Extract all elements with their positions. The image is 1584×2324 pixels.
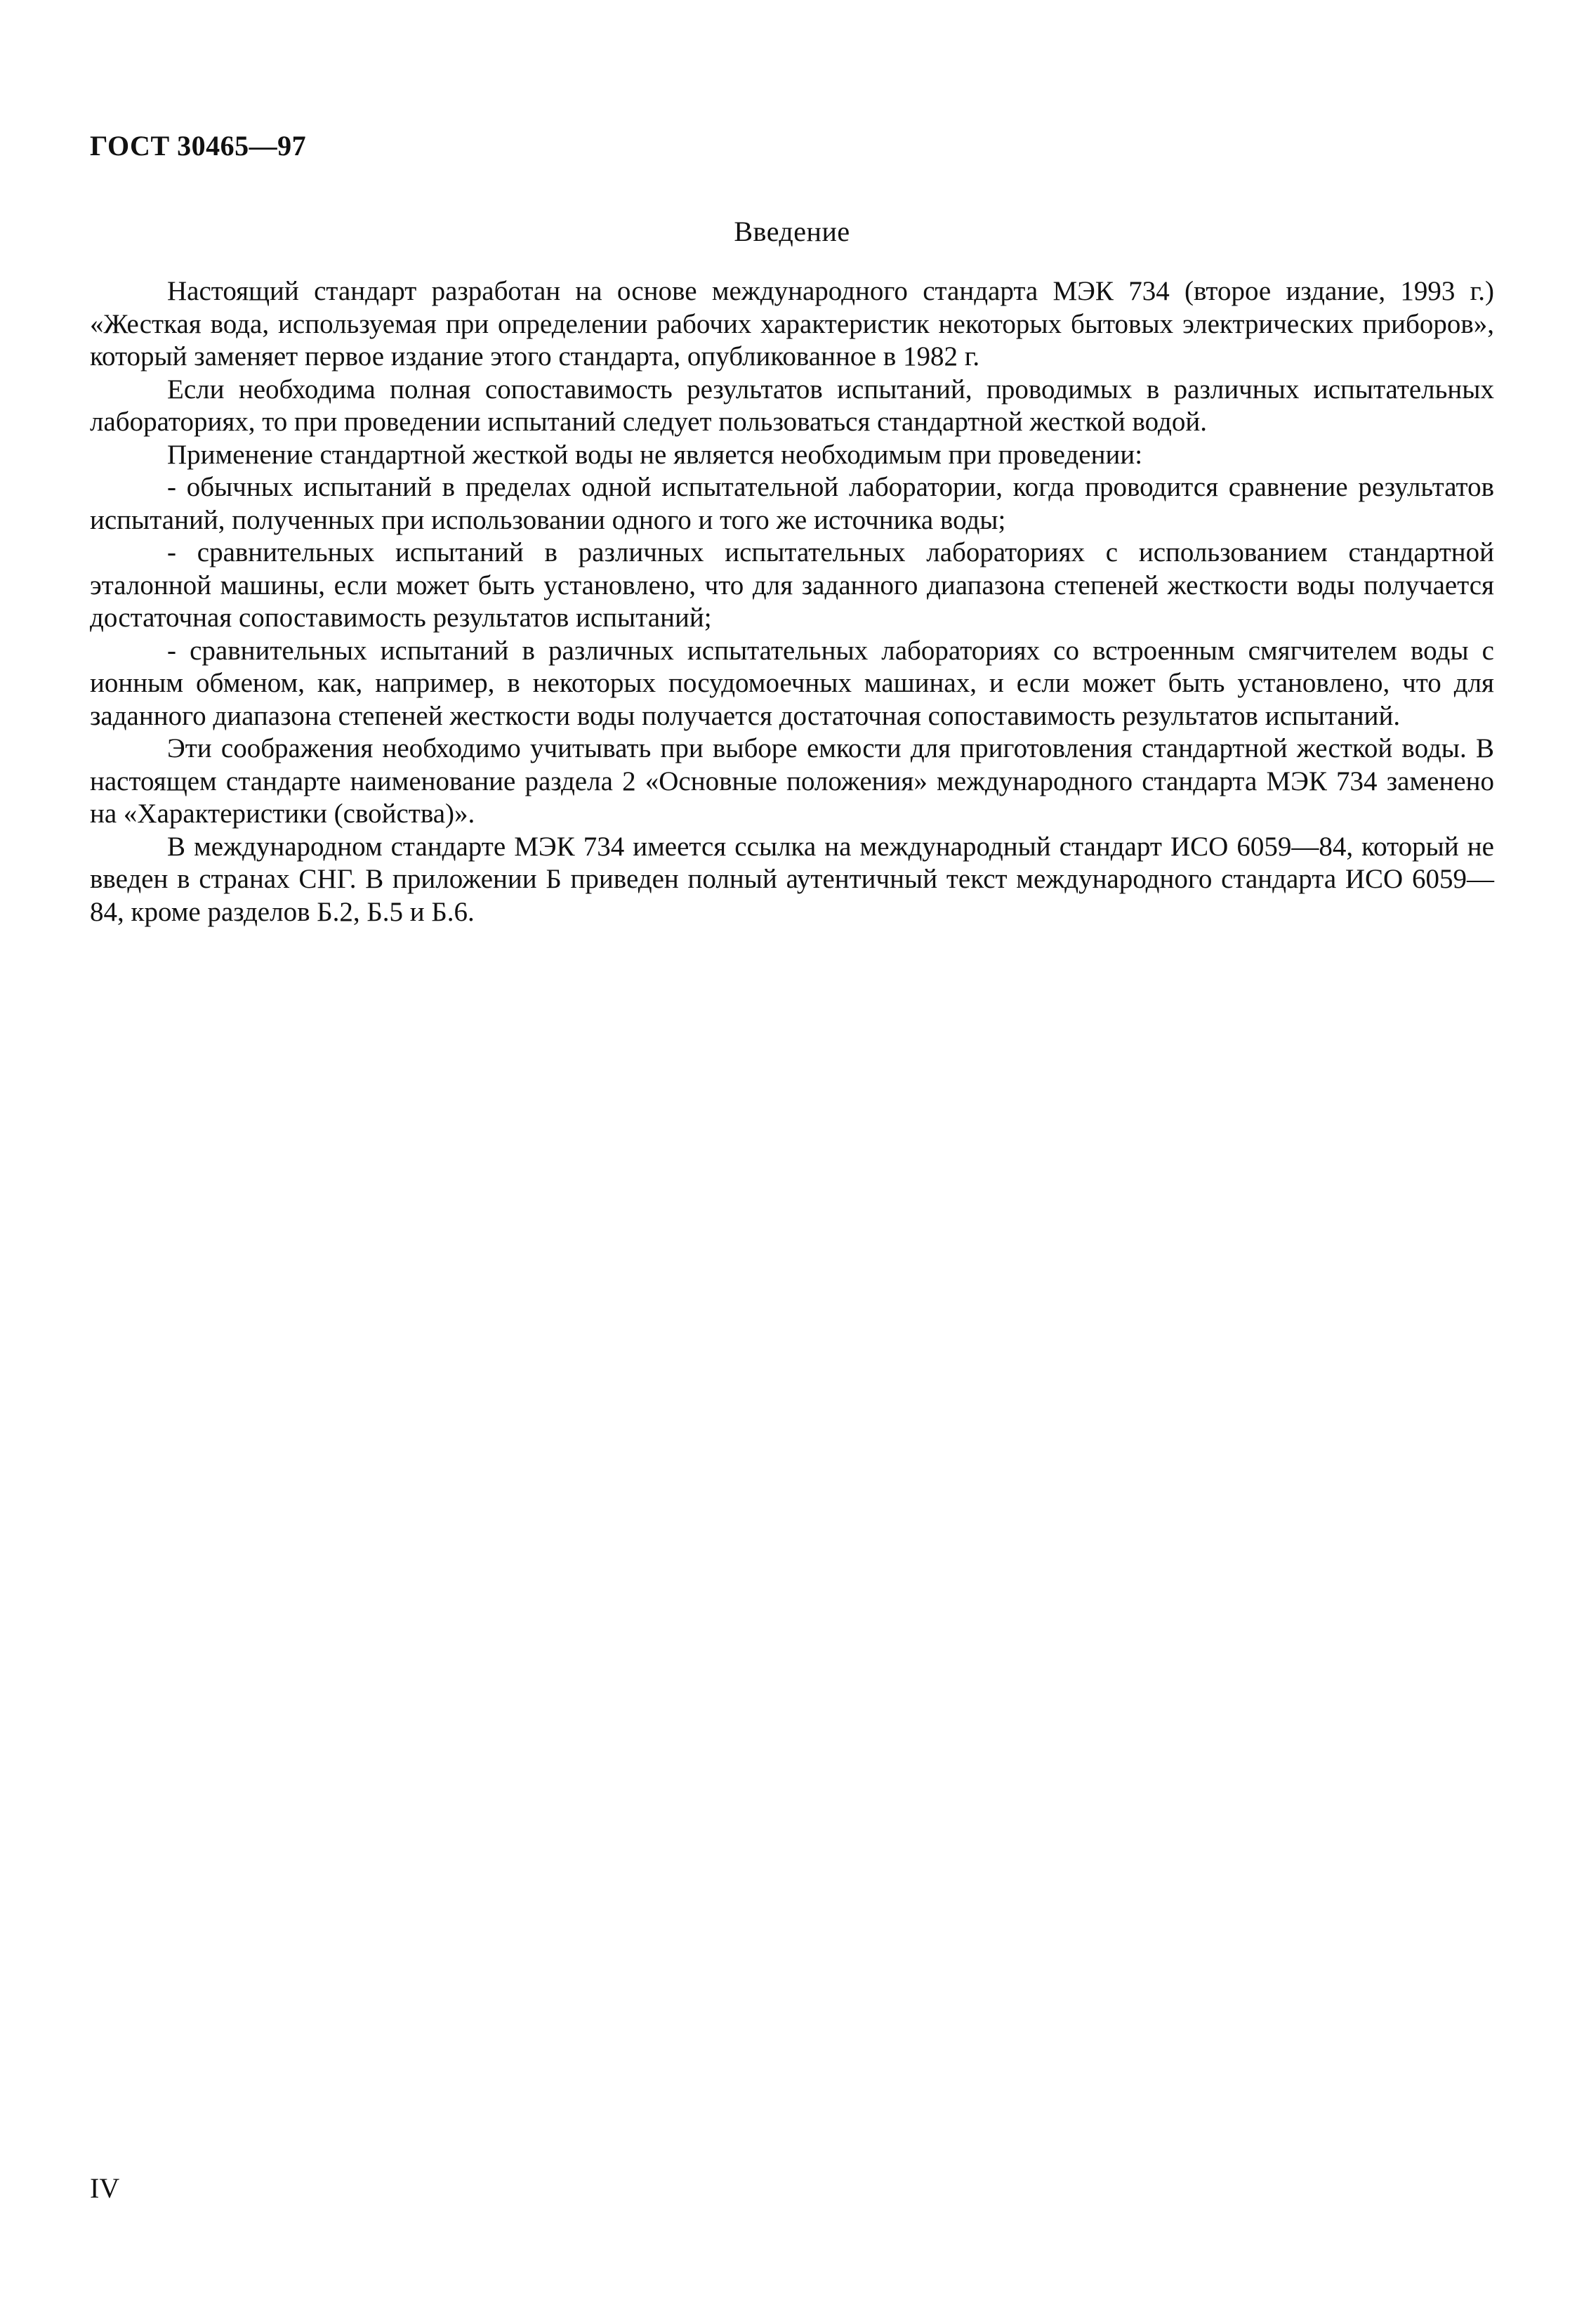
- section-title: Введение: [734, 216, 850, 247]
- paragraph-comparability: Если необходима полная сопоставимость результатов испытаний, проводимых в различных испытательных лабораториях, то при проведении испытаний следует пользоваться стандартной жесткой водой.: [90, 374, 1494, 437]
- list-item-routine-tests: - обычных испытаний в пределах одной испытательной лаборатории, когда проводится сравнение результатов испытаний, полученных при использовании одного и того же источника воды;: [90, 472, 1494, 535]
- paragraph-not-required: Применение стандартной жесткой воды не является необходимым при проведении:: [167, 439, 1143, 470]
- paragraph-container-choice: Эти соображения необходимо учитывать при выборе емкости для приготовления стандартной жесткой воды. В настоящем стандарте наименование раздела 2 «Основные положения» международного стандарта МЭК 734 заменено на «Характеристики (свойства)».: [90, 733, 1494, 829]
- list-item-built-in-softener: - сравнительных испытаний в различных испытательных лабораториях со встроенным смягчителем воды с ионным обменом, как, например, в некоторых посудомоечных машинах, и если может быть установлено, что для заданного диапазона степеней жесткости воды получается достаточная сопоставимость результатов испытаний.: [90, 635, 1494, 731]
- list-item-reference-machine: - сравнительных испытаний в различных испытательных лабораториях с использованием стандартной эталонной машины, если может быть установлено, что для заданного диапазона степеней жесткости воды получается достаточная сопоставимость результатов испытаний;: [90, 537, 1494, 633]
- page-number: IV: [90, 2172, 120, 2204]
- document-code: ГОСТ 30465—97: [90, 130, 307, 162]
- body-text: [90, 275, 1494, 928]
- paragraph-iso-reference: В международном стандарте МЭК 734 имеется ссылка на международный стандарт ИСО 6059—84, который не введен в странах СНГ. В приложении Б приведен полный аутентичный текст международного стандарта ИСО 6059—84, кроме разделов Б.2, Б.5 и Б.6.: [90, 831, 1494, 927]
- paragraph-basis: Настоящий стандарт разработан на основе международного стандарта МЭК 734 (второе издание, 1993 г.) «Жесткая вода, используемая при определении рабочих характеристик некоторых бытовых электрических приборов», который заменяет первое издание этого стандарта, опубликованное в 1982 г.: [90, 276, 1494, 372]
